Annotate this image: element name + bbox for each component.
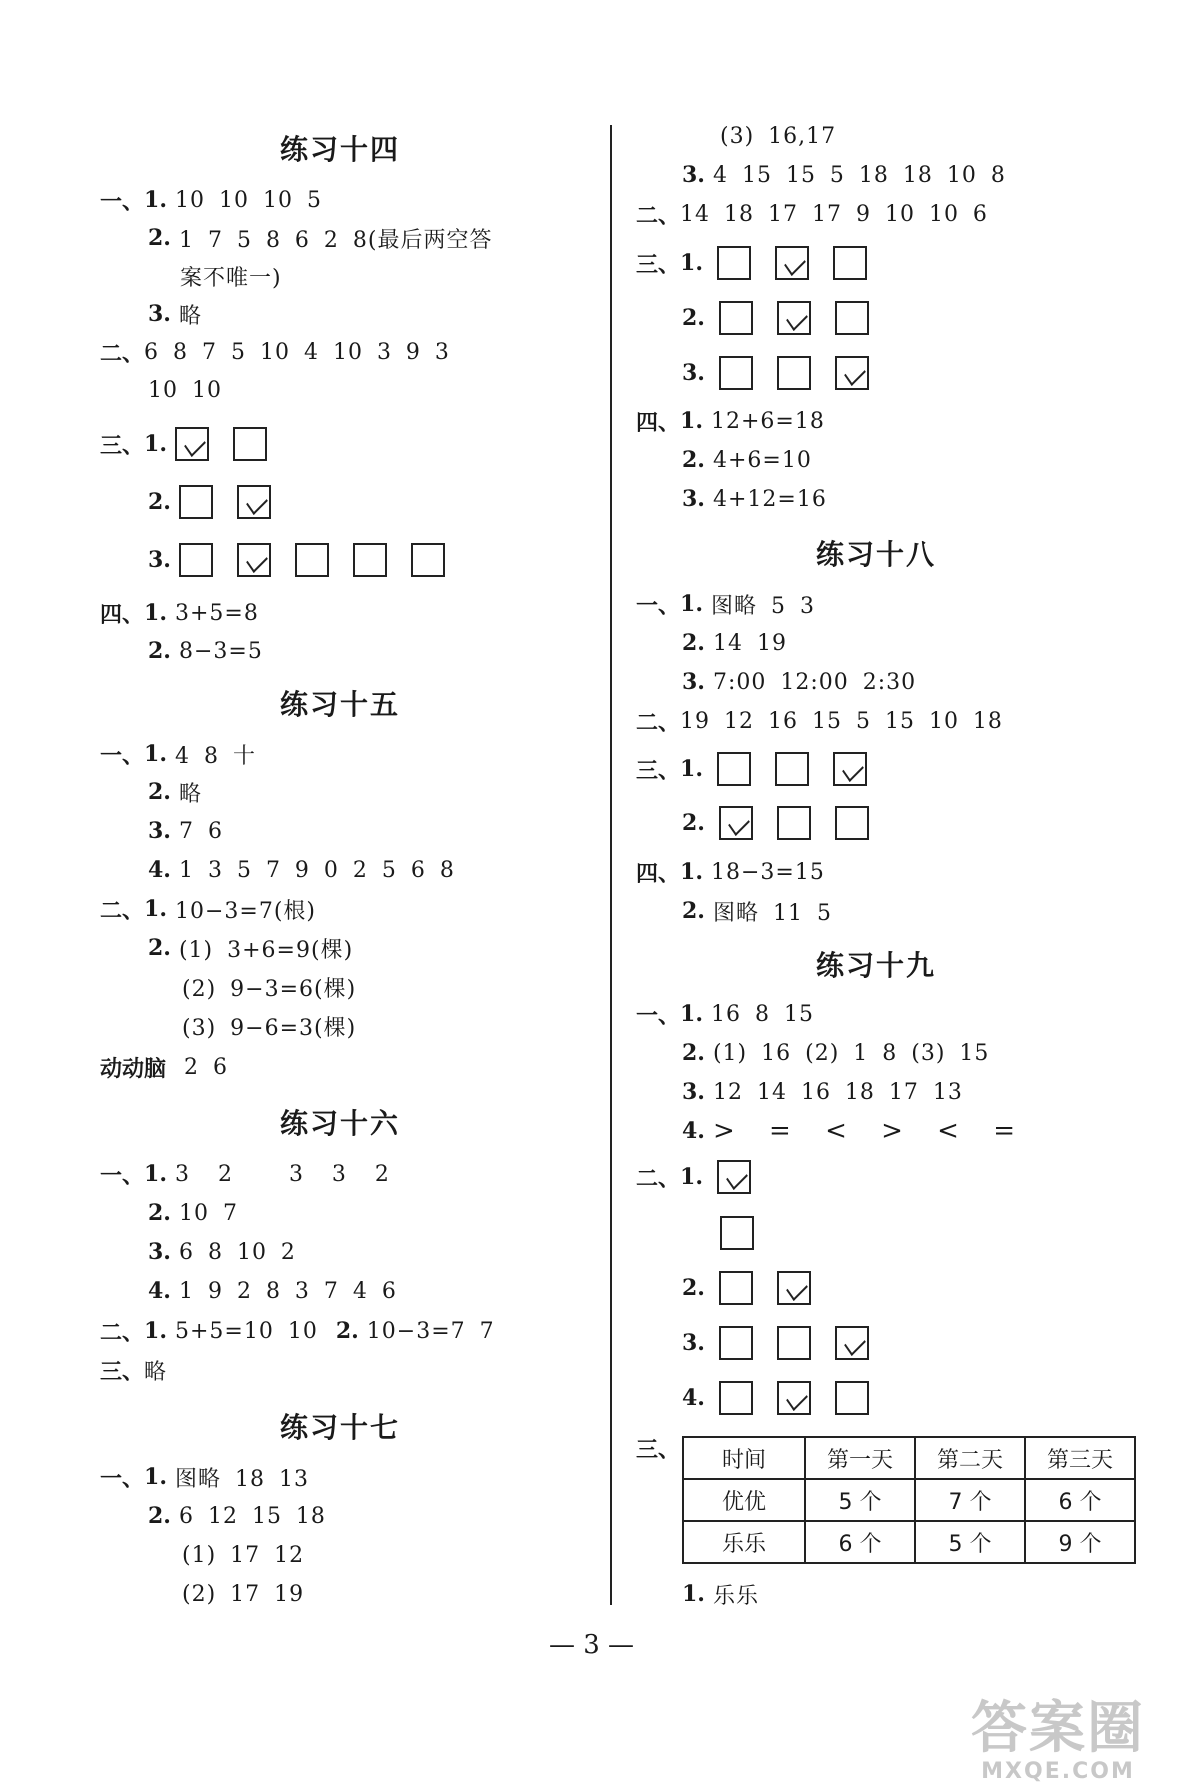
question-label: 动动脑: [100, 1056, 167, 1082]
answer-text: 19 12 16 15 5 15 10 18: [680, 708, 1003, 734]
checkbox-checked[interactable]: [777, 301, 811, 335]
item-number: 4.: [148, 857, 171, 883]
question-label: 二、: [636, 203, 681, 229]
item-number: 3.: [148, 818, 171, 844]
question-label: 四、: [636, 410, 681, 436]
answer-line: [100, 593, 259, 633]
answer-line: [682, 803, 893, 843]
answer-line: [148, 482, 295, 522]
watermark-text: 答案圈: [971, 1696, 1145, 1761]
answer-line: [682, 298, 893, 338]
answer-line: [148, 294, 202, 334]
checkbox[interactable]: [777, 1326, 811, 1360]
answer-line: [682, 1111, 1016, 1151]
table-header-row: [683, 1437, 1135, 1479]
checkbox[interactable]: [777, 806, 811, 840]
answer-text: 4+12=16: [712, 486, 827, 512]
section-title-15: 练习十五: [280, 688, 401, 721]
answer-line: [682, 155, 1006, 195]
table-cell: 7 个: [915, 1479, 1025, 1521]
section-title-14: 练习十四: [280, 133, 401, 166]
answer-line: [148, 631, 263, 671]
table-header-cell: 第一天: [805, 1437, 915, 1479]
table-cell: 5 个: [805, 1479, 915, 1521]
answer-line: [720, 116, 836, 156]
answer-text: 6 12 15 18: [178, 1503, 326, 1529]
answer-text: 乐乐: [712, 1583, 759, 1609]
item-number: 3.: [148, 301, 171, 327]
question-label: 二、: [100, 898, 145, 924]
answer-text: 7:00 12:00 2:30: [712, 669, 917, 695]
answer-line: [682, 440, 812, 480]
answer-text: 略: [178, 303, 202, 329]
question-label: 一、: [100, 1466, 145, 1492]
checkbox[interactable]: [295, 543, 329, 577]
checkbox[interactable]: [719, 301, 753, 335]
question-label: 二、: [100, 341, 145, 367]
item-number: 3.: [682, 669, 705, 695]
item-number: 3.: [148, 547, 171, 573]
question-label: 三、: [636, 1437, 681, 1463]
item-number: 1.: [680, 756, 703, 782]
item-number: 3.: [682, 360, 705, 386]
item-number: 3.: [682, 1079, 705, 1105]
answer-line: [682, 353, 893, 393]
answer-line: [720, 1213, 778, 1253]
item-number: 4.: [682, 1118, 705, 1144]
answer-line: [148, 1193, 238, 1233]
item-number: 1.: [680, 250, 703, 276]
right-column: [620, 0, 1183, 1792]
answer-line: [100, 1047, 228, 1087]
item-number: 2.: [148, 935, 171, 961]
answer-line: [636, 749, 891, 789]
answer-line: [682, 1033, 989, 1073]
answer-text: 10 10 10 5: [174, 187, 322, 213]
answer-line: [180, 256, 282, 296]
checkbox[interactable]: [717, 246, 751, 280]
checkbox-checked[interactable]: [717, 1160, 751, 1194]
table-cell: 5 个: [915, 1521, 1025, 1563]
answer-line: [682, 1323, 893, 1363]
answer-text: 14 19: [712, 630, 787, 656]
answer-line: [682, 479, 827, 519]
section-title-19: 练习十九: [816, 949, 937, 982]
question-label: 三、: [636, 758, 681, 784]
question-label: 一、: [636, 1003, 681, 1029]
answer-line: [636, 1428, 680, 1468]
answer-line: [182, 1535, 304, 1575]
checkbox-checked[interactable]: [777, 1271, 811, 1305]
answer-line: [682, 1574, 759, 1614]
item-number: 1.: [144, 1161, 167, 1187]
checkbox[interactable]: [833, 246, 867, 280]
answer-text: 14 18 17 17 9 10 10 6: [680, 201, 988, 227]
answer-text: 10 10: [148, 377, 222, 403]
answer-text: 10−3=7(根): [174, 898, 317, 924]
answer-text: 10 7: [178, 1200, 238, 1226]
checkbox[interactable]: [719, 1326, 753, 1360]
question-label: 三、: [100, 1359, 145, 1385]
item-number: 2.: [148, 1200, 171, 1226]
item-number: 2.: [682, 1040, 705, 1066]
table-header-cell: 第二天: [915, 1437, 1025, 1479]
question-label: 三、: [100, 433, 145, 459]
question-label: 一、: [100, 1163, 145, 1189]
item-number: 1.: [144, 431, 167, 457]
table-cell: 乐乐: [683, 1521, 805, 1563]
table-cell: 6 个: [1025, 1479, 1135, 1521]
answer-line: [148, 811, 223, 851]
question-label: 二、: [100, 1320, 145, 1346]
answer-text: (1) 17 12: [182, 1542, 305, 1568]
watermark-logo: [943, 1698, 1173, 1784]
answer-line: [182, 1006, 356, 1046]
item-number: 2.: [148, 489, 171, 515]
answer-text: 图略 5 3: [710, 593, 815, 619]
answer-line: [682, 891, 832, 931]
answer-text: 略: [144, 1359, 168, 1385]
checkbox-checked[interactable]: [175, 427, 209, 461]
checkbox-checked[interactable]: [719, 806, 753, 840]
table-cell: 优优: [683, 1479, 805, 1521]
table-cell: 9 个: [1025, 1521, 1135, 1563]
checkbox-checked[interactable]: [835, 1326, 869, 1360]
item-number: 1.: [144, 187, 167, 213]
item-number: 2.: [682, 1275, 705, 1301]
item-number: 3.: [148, 1239, 171, 1265]
answer-line: [100, 1457, 309, 1497]
section-title-16: 练习十六: [280, 1107, 401, 1140]
answer-line: [100, 1311, 495, 1351]
answer-text: 3+5=8: [174, 600, 259, 626]
item-number: 4.: [682, 1385, 705, 1411]
checkbox[interactable]: [719, 1381, 753, 1415]
item-number: 1.: [144, 896, 167, 922]
answer-line: [100, 1154, 390, 1194]
answer-text: 图略 18 13: [174, 1466, 309, 1492]
answer-text: 8−3=5: [178, 638, 263, 664]
question-label: 一、: [100, 743, 145, 769]
answer-text: 12 14 16 18 17 13: [712, 1079, 963, 1105]
results-table: [682, 1436, 1136, 1564]
item-number: 1.: [144, 1464, 167, 1490]
item-number: 1.: [680, 859, 703, 885]
answer-line: [100, 332, 450, 372]
answer-line: [636, 401, 825, 441]
answer-text: (2) 9−3=6(棵): [182, 976, 357, 1002]
checkbox-checked[interactable]: [835, 356, 869, 390]
answer-line: [100, 889, 316, 929]
answer-line: [100, 180, 322, 220]
answer-line: [682, 1378, 893, 1418]
answer-text: 1 7 5 8 6 2 8(最后两空答: [178, 227, 493, 253]
answer-text: 6 8 7 5 10 4 10 3 9 3: [144, 339, 450, 365]
answer-text: (1) 3+6=9(棵): [178, 937, 354, 963]
item-number: 2.: [148, 779, 171, 805]
answer-text: 1 9 2 8 3 7 4 6: [178, 1278, 397, 1304]
answer-line: [636, 852, 825, 892]
item-number: 2.: [148, 638, 171, 664]
item-number: 2.: [682, 447, 705, 473]
table-header-cell: 第三天: [1025, 1437, 1135, 1479]
item-number: 2.: [682, 305, 705, 331]
answer-line: [100, 1350, 167, 1390]
checkbox[interactable]: [835, 1381, 869, 1415]
item-number: 1.: [680, 1164, 703, 1190]
item-number: 1.: [682, 1581, 705, 1607]
checkbox[interactable]: [719, 356, 753, 390]
table-row: [683, 1479, 1135, 1521]
checkbox-checked[interactable]: [237, 543, 271, 577]
answer-line: [148, 218, 493, 258]
answer-line: [100, 734, 256, 774]
item-number: 1.: [144, 600, 167, 626]
answer-line: [682, 662, 916, 702]
table-header-cell: 时间: [683, 1437, 805, 1479]
checkbox[interactable]: [179, 543, 213, 577]
checkbox[interactable]: [719, 1271, 753, 1305]
answer-line: [636, 243, 891, 283]
table-row: [683, 1521, 1135, 1563]
question-label: 二、: [636, 1166, 681, 1192]
answer-line: [148, 928, 353, 968]
answer-text: 2 6: [184, 1054, 229, 1080]
item-number: 2.: [335, 1318, 359, 1344]
item-number: 3.: [682, 486, 705, 512]
question-label: 一、: [100, 189, 145, 215]
answer-line: [682, 623, 787, 663]
item-number: 1.: [144, 741, 167, 767]
answer-text: 4 15 15 5 18 18 10 8: [712, 162, 1006, 188]
item-number: 2.: [682, 898, 705, 924]
answer-line: [636, 584, 815, 624]
checkbox[interactable]: [775, 752, 809, 786]
answer-text: 5+5=10 10: [174, 1318, 318, 1344]
item-number: 1.: [144, 1318, 167, 1344]
answer-text: 10−3=7 7: [366, 1318, 495, 1344]
answer-text: 1 3 5 7 9 0 2 5 6 8: [178, 857, 455, 883]
answer-line: [148, 1271, 397, 1311]
question-label: 二、: [636, 710, 681, 736]
answer-line: [148, 1496, 326, 1536]
item-number: 1.: [680, 591, 703, 617]
item-number: 2.: [682, 630, 705, 656]
page-number: — 3 —: [548, 1630, 635, 1660]
checkbox[interactable]: [777, 356, 811, 390]
answer-text: 18−3=15: [710, 859, 825, 885]
checkbox-checked[interactable]: [775, 246, 809, 280]
answer-text: (2) 17 19: [182, 1581, 305, 1607]
answer-text: 案不唯一): [180, 265, 282, 291]
item-number: 1.: [680, 408, 703, 434]
question-label: 三、: [636, 252, 681, 278]
answer-line: [182, 967, 356, 1007]
answer-text: 图略 11 5: [712, 900, 832, 926]
checkbox-checked[interactable]: [237, 485, 271, 519]
section-title-17: 练习十七: [280, 1411, 401, 1444]
answer-text: 7 6: [178, 818, 223, 844]
answer-line: [682, 1268, 835, 1308]
answer-line: [636, 194, 988, 234]
answer-line: [682, 1072, 963, 1112]
answer-line: [636, 701, 1003, 741]
answer-line: [148, 370, 222, 410]
item-number: 3.: [682, 162, 705, 188]
answer-text: 4 8 十: [174, 743, 256, 769]
answer-text: (3) 9−6=3(棵): [182, 1015, 357, 1041]
answer-line: [100, 424, 291, 464]
item-number: 1.: [680, 1001, 703, 1027]
item-number: 3.: [682, 1330, 705, 1356]
answer-text: > = < > < =: [712, 1116, 1017, 1146]
answer-text: (3) 16,17: [720, 123, 837, 149]
question-label: 四、: [100, 602, 145, 628]
checkbox-checked[interactable]: [777, 1381, 811, 1415]
answer-line: [182, 1574, 304, 1614]
answer-line: [148, 772, 202, 812]
question-label: 一、: [636, 593, 681, 619]
question-label: 四、: [636, 861, 681, 887]
answer-text: 16 8 15: [710, 1001, 814, 1027]
item-number: 2.: [682, 810, 705, 836]
item-number: 2.: [148, 1503, 171, 1529]
answer-line: [148, 850, 455, 890]
table-cell: 6 个: [805, 1521, 915, 1563]
checkbox[interactable]: [233, 427, 267, 461]
item-number: 2.: [148, 225, 171, 251]
checkbox-checked[interactable]: [833, 752, 867, 786]
answer-line: [636, 1157, 775, 1197]
answer-line: [148, 1232, 296, 1272]
checkbox[interactable]: [179, 485, 213, 519]
answer-text: 4+6=10: [712, 447, 812, 473]
checkbox[interactable]: [717, 752, 751, 786]
answer-line: [636, 994, 814, 1034]
answer-text: 3 2 3 3 2: [174, 1161, 390, 1187]
checkbox[interactable]: [835, 806, 869, 840]
answer-text: 6 8 10 2: [178, 1239, 296, 1265]
item-number: 4.: [148, 1278, 171, 1304]
watermark-url: MXQE.COM: [981, 1759, 1135, 1784]
answer-text: 12+6=18: [710, 408, 825, 434]
answer-text: 略: [178, 781, 202, 807]
column-divider: [610, 125, 612, 1605]
checkbox[interactable]: [353, 543, 387, 577]
checkbox[interactable]: [835, 301, 869, 335]
section-title-18: 练习十八: [816, 538, 937, 571]
answer-text: (1) 16 (2) 1 8 (3) 15: [712, 1040, 990, 1066]
checkbox[interactable]: [411, 543, 445, 577]
checkbox[interactable]: [720, 1216, 754, 1250]
answer-line: [148, 540, 469, 580]
